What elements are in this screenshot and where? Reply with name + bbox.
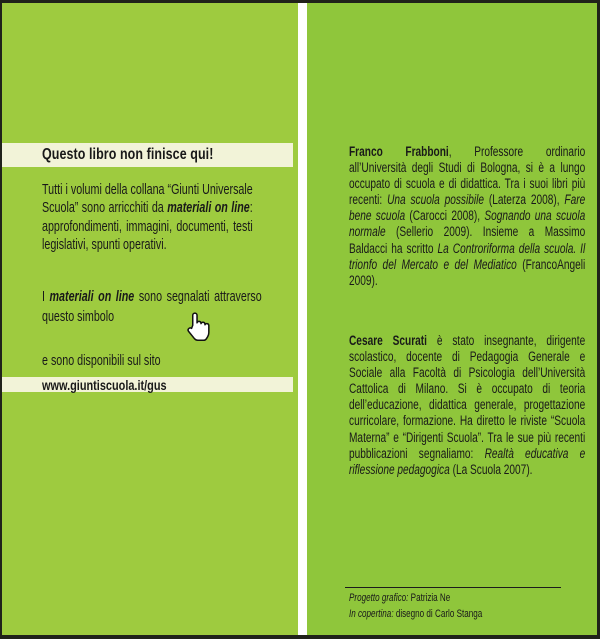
collana-paragraph: Tutti i volumi della collana “Giunti Universale Scuola” sono arricchiti da materiali on line: approfondimenti, immagini, documenti, testi legislativi, spunti operativi. — [42, 182, 253, 254]
author-bio-frabboni: Franco Frabboni, Professore ordinario all’Università degli Studi di Bologna, si è a lungo occupato di scuola e di didattica. Tra i suoi libri più recenti: Una scuola possibile (Laterza 2008), Fare bene scuola (Carocci 2008), Sognando una scuola normale (Sellerio 2009). Insieme a Massimo Baldacci ha scritto La Controriforma della scuola. Il trionfo del Mercato e del Mediatico (FrancoAngeli 2009). — [349, 144, 586, 288]
headline-bar — [0, 143, 293, 167]
website-url: www.giuntiscuola.it/gus — [42, 376, 167, 393]
credit-cover-illustration: In copertina: disegno di Carlo Stanga — [349, 607, 483, 620]
credits-divider — [345, 587, 561, 588]
headline-text: Questo libro non finisce qui! — [42, 146, 214, 163]
author-bio-scurati: Cesare Scurati è stato insegnante, dirigente scolastico, docente di Pedagogia Generale e Sociale alla Facoltà di Psicologia dell’Università Cattolica di Milano. Si è occupato di teoria dell’educazione, didattica generale, progettazione curricolare, formazione. Ha diretto le riviste “Scuola Materna” e “Dirigenti Scuola”. Tra le sue più recenti pubblicazioni segnaliamo: Realtà educativa e riflessione pedagogica (La Scuola 2007). — [349, 333, 586, 477]
left-flap-panel — [0, 0, 298, 639]
website-intro-line: e sono disponibili sul sito — [42, 353, 161, 369]
website-url-bar — [0, 377, 293, 392]
credit-graphic-design: Progetto grafico: Patrizia Ne — [349, 592, 451, 604]
online-materials-paragraph: I materiali on line sono segnalati attraverso questo simbolo — [42, 289, 262, 325]
right-flap-panel — [307, 0, 600, 639]
credits-block — [349, 591, 585, 622]
hand-pointer-cursor-icon — [183, 309, 213, 345]
